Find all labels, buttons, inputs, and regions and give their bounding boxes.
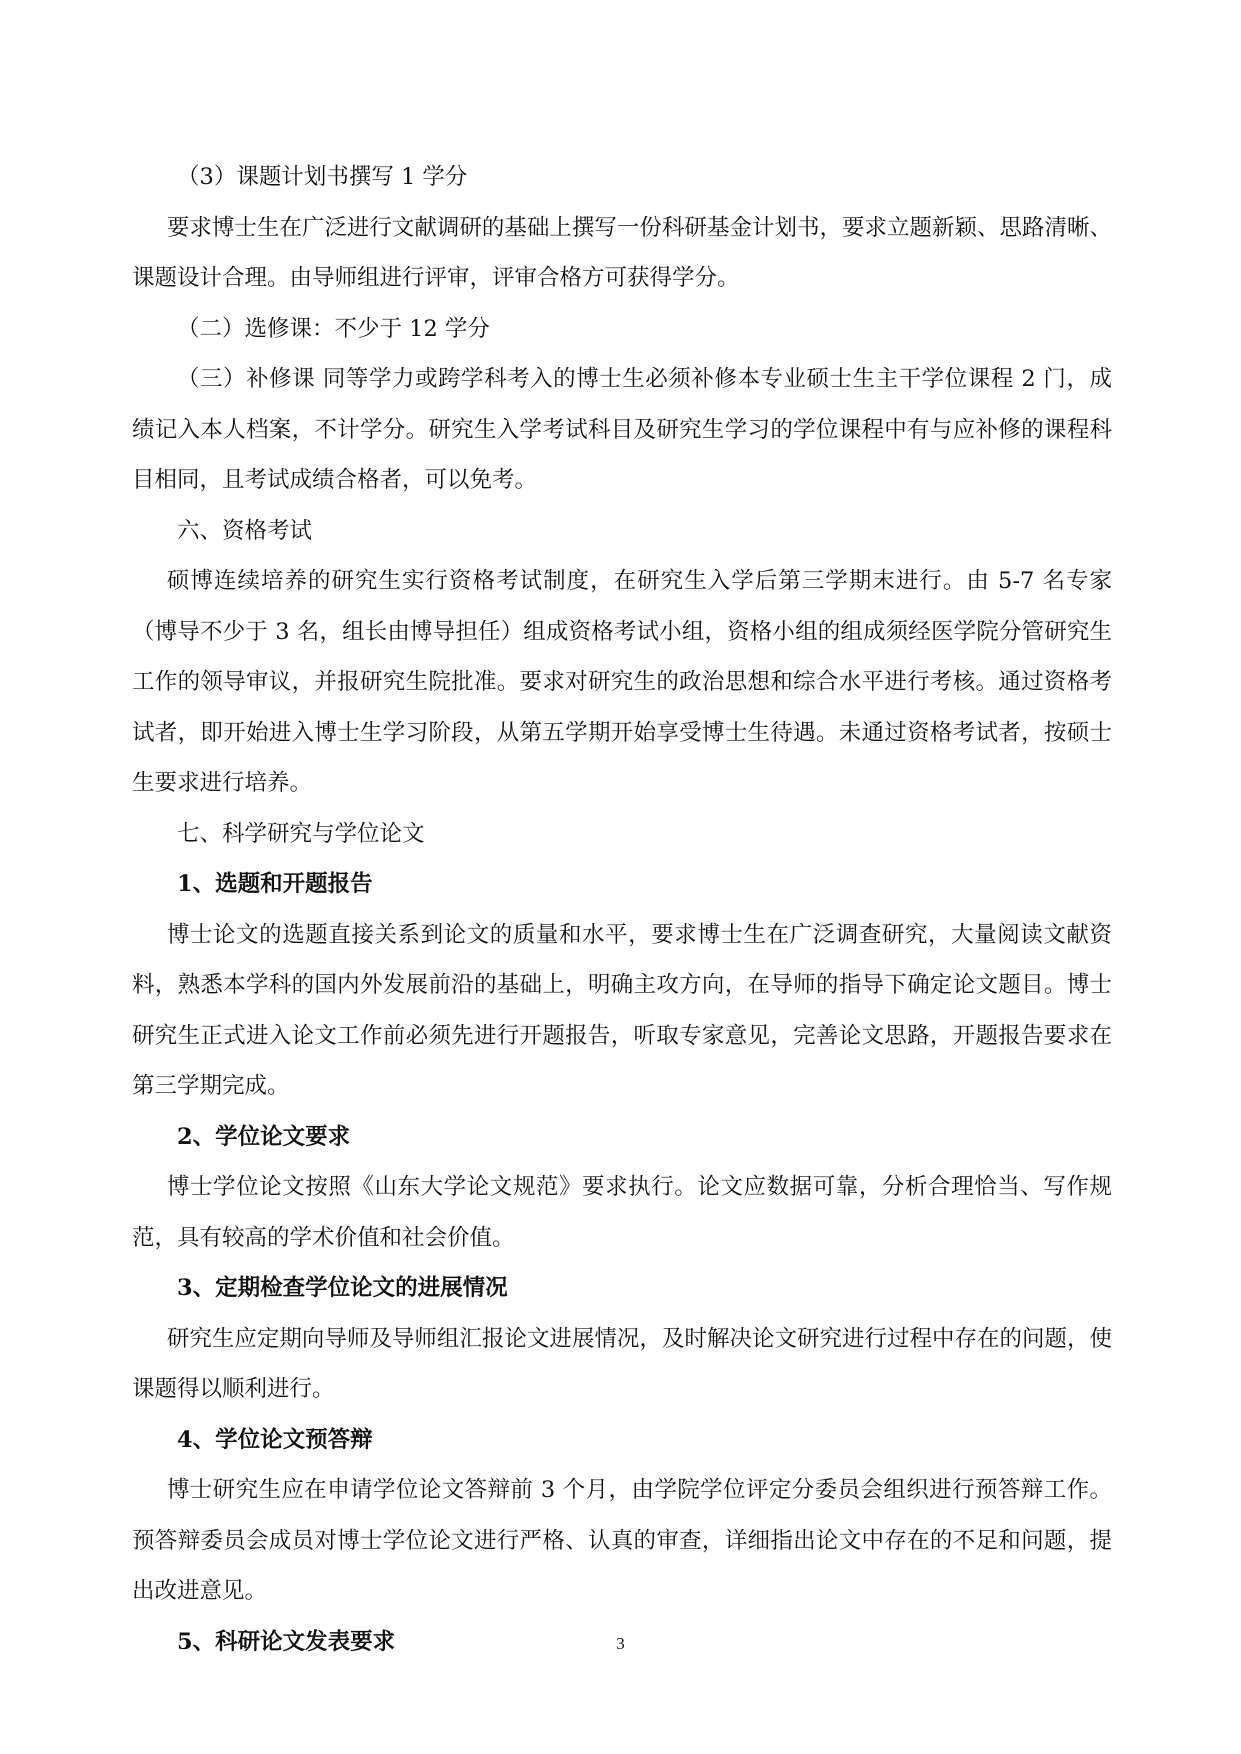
document-body — [132, 152, 1112, 1667]
paragraph: （三）补修课 同等学力或跨学科考入的博士生必须补修本专业硕士生主干学位课程 2 门，成绩记入本人档案，不计学分。研究生入学考试科目及研究生学习的学位课程中有与应补修的课程科目相同，且考试成绩合格者，可以免考。 — [132, 366, 1112, 493]
paragraph: 要求博士生在广泛进行文献调研的基础上撰写一份科研基金计划书，要求立题新颖、思路清晰、课题设计合理。由导师组进行评审，评审合格方可获得学分。 — [132, 214, 1112, 291]
subsection-heading: 3、定期检查学位论文的进展情况 — [177, 1275, 508, 1301]
subsection-heading: 5、科研论文发表要求 — [177, 1628, 396, 1655]
paragraph: 博士研究生应在申请学位论文答辩前 3 个月，由学院学位评定分委员会组织进行预答辩工作。预答辩委员会成员对博士学位论文进行严格、认真的审查，详细指出论文中存在的不足和问题，提出改进意见。 — [132, 1477, 1112, 1604]
page-number: 3 — [616, 1634, 625, 1653]
section-heading: 六、资格考试 — [177, 517, 313, 544]
section-heading: 七、科学研究与学位论文 — [177, 820, 425, 847]
paragraph: 硕博连续培养的研究生实行资格考试制度，在研究生入学后第三学期末进行。由 5-7 名专家（博导不少于 3 名，组长由博导担任）组成资格考试小组，资格小组的组成须经医学院分管研究生工作的领导审议，并报研究生院批准。要求对研究生的政治思想和综合水平进行考核。通过资格考试者，即开始进入博士生学习阶段，从第五学期开始享受博士生待遇。未通过资格考试者，按硕士生要求进行培养。 — [132, 568, 1112, 796]
paragraph: （二）选修课：不少于 12 学分 — [177, 315, 490, 342]
paragraph: 博士学位论文按照《山东大学论文规范》要求执行。论文应数据可靠，分析合理恰当、写作规范，具有较高的学术价值和社会价值。 — [132, 1174, 1112, 1251]
subsection-heading: 4、学位论文预答辩 — [177, 1426, 373, 1453]
subsection-heading: 2、学位论文要求 — [177, 1123, 351, 1150]
paragraph: （3）课题计划书撰写 1 学分 — [177, 164, 468, 190]
paragraph: 研究生应定期向导师及导师组汇报论文进展情况，及时解决论文研究进行过程中存在的问题，使课题得以顺利进行。 — [132, 1325, 1112, 1402]
subsection-heading: 1、选题和开题报告 — [177, 871, 373, 897]
paragraph: 博士论文的选题直接关系到论文的质量和水平，要求博士生在广泛调查研究，大量阅读文献资料，熟悉本学科的国内外发展前沿的基础上，明确主攻方向，在导师的指导下确定论文题目。博士研究生正式进入论文工作前必须先进行开题报告，听取专家意见，完善论文思路，开题报告要求在第三学期完成。 — [132, 921, 1112, 1099]
